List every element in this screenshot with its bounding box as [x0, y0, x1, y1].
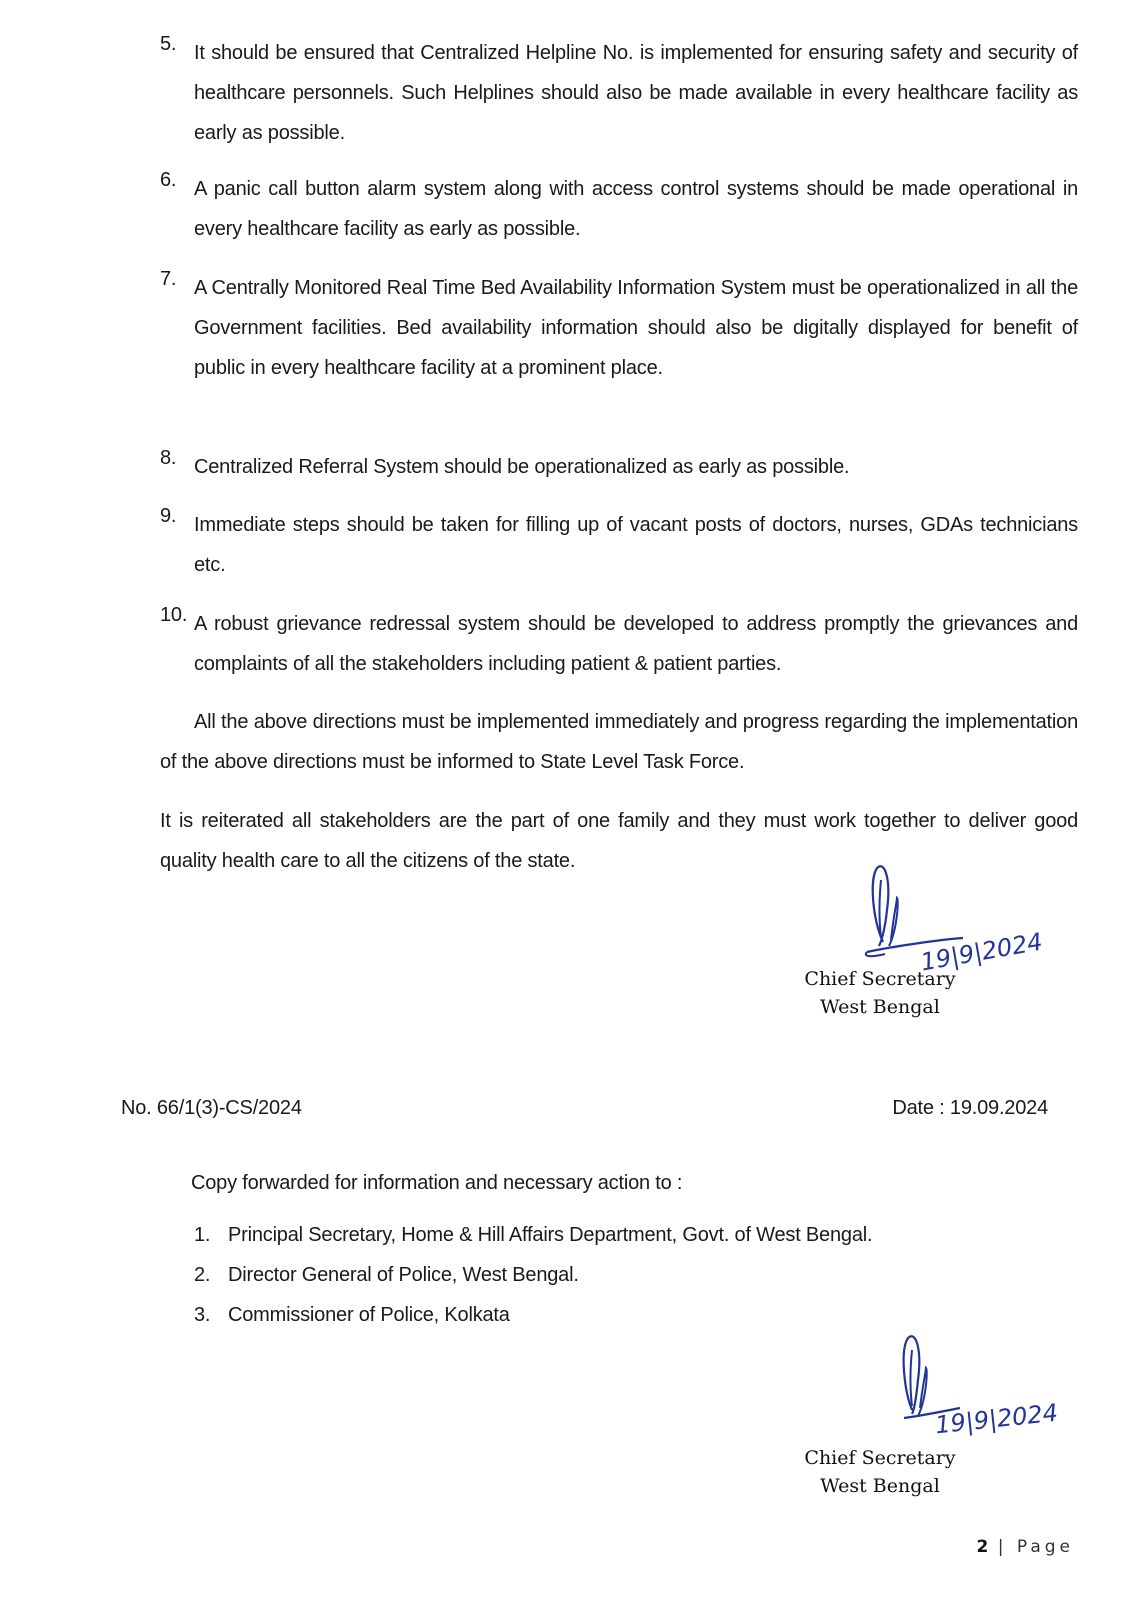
recipient-text: Director General of Police, West Bengal.	[228, 1264, 579, 1286]
direction-number: 7.	[160, 268, 177, 290]
recipient-text: Principal Secretary, Home & Hill Affairs Department, Govt. of West Bengal.	[228, 1224, 873, 1246]
recipient-item	[194, 1264, 579, 1287]
memo-number: No. 66/1(3)-CS/2024	[121, 1097, 302, 1119]
signatory-org: West Bengal	[820, 1475, 940, 1497]
direction-number: 5.	[160, 33, 177, 55]
direction-text: A panic call button alarm system along with access control systems should be made operational in every healthcare facility as early as possible.	[194, 178, 1078, 240]
copy-forwarded-intro: Copy forwarded for information and necessary action to :	[191, 1172, 683, 1194]
direction-text: Immediate steps should be taken for filling up of vacant posts of doctors, nurses, GDAs technicians etc.	[194, 514, 1078, 576]
direction-number: 10.	[160, 604, 188, 626]
direction-item-9	[160, 505, 1078, 585]
recipient-number: 2.	[194, 1264, 211, 1286]
direction-number: 9.	[160, 505, 177, 527]
direction-text: A Centrally Monitored Real Time Bed Availability Information System must be operationalized in all the Government facilities. Bed availability information should also be digitally displayed for benefit of public in every healthcare facility at a prominent place.	[194, 277, 1078, 379]
handwritten-date: 19|9|2024	[918, 927, 1045, 977]
recipient-item	[194, 1304, 510, 1327]
direction-item-8	[160, 447, 1078, 487]
page-footer	[976, 1537, 1074, 1557]
page-number: 2	[976, 1537, 989, 1557]
recipient-text: Commissioner of Police, Kolkata	[228, 1304, 510, 1326]
signatory-title: Chief Secretary	[804, 1447, 956, 1469]
direction-item-5	[160, 33, 1078, 153]
memo-date: Date : 19.09.2024	[892, 1097, 1048, 1119]
closing-paragraph-1: All the above directions must be implemented immediately and progress regarding the implementation of the above directions must be informed to State Level Task Force.	[160, 711, 1078, 773]
handwritten-date: 19|9|2024	[933, 1398, 1060, 1440]
recipient-number: 1.	[194, 1224, 211, 1246]
direction-item-7	[160, 268, 1078, 388]
signature-block	[800, 1444, 960, 1500]
direction-number: 6.	[160, 169, 177, 191]
page-label: | Page	[997, 1537, 1074, 1557]
direction-text: It should be ensured that Centralized Helpline No. is implemented for ensuring safety and security of healthcare personnels. Such Helplines should also be made available in every healthcare facility as early as possible.	[194, 42, 1078, 144]
direction-item-6	[160, 169, 1078, 249]
direction-item-10	[160, 604, 1078, 684]
signatory-title: Chief Secretary	[804, 968, 956, 990]
recipient-item	[194, 1224, 872, 1247]
closing-paragraph-2: It is reiterated all stakeholders are the part of one family and they must work together to deliver good quality health care to all the citizens of the state.	[160, 810, 1078, 872]
signatory-org: West Bengal	[820, 996, 940, 1018]
signature-block	[800, 965, 960, 1021]
recipient-number: 3.	[194, 1304, 211, 1326]
direction-number: 8.	[160, 447, 177, 469]
direction-text: Centralized Referral System should be operationalized as early as possible.	[194, 456, 850, 478]
direction-text: A robust grievance redressal system should be developed to address promptly the grievances and complaints of all the stakeholders including patient & patient parties.	[194, 613, 1078, 675]
